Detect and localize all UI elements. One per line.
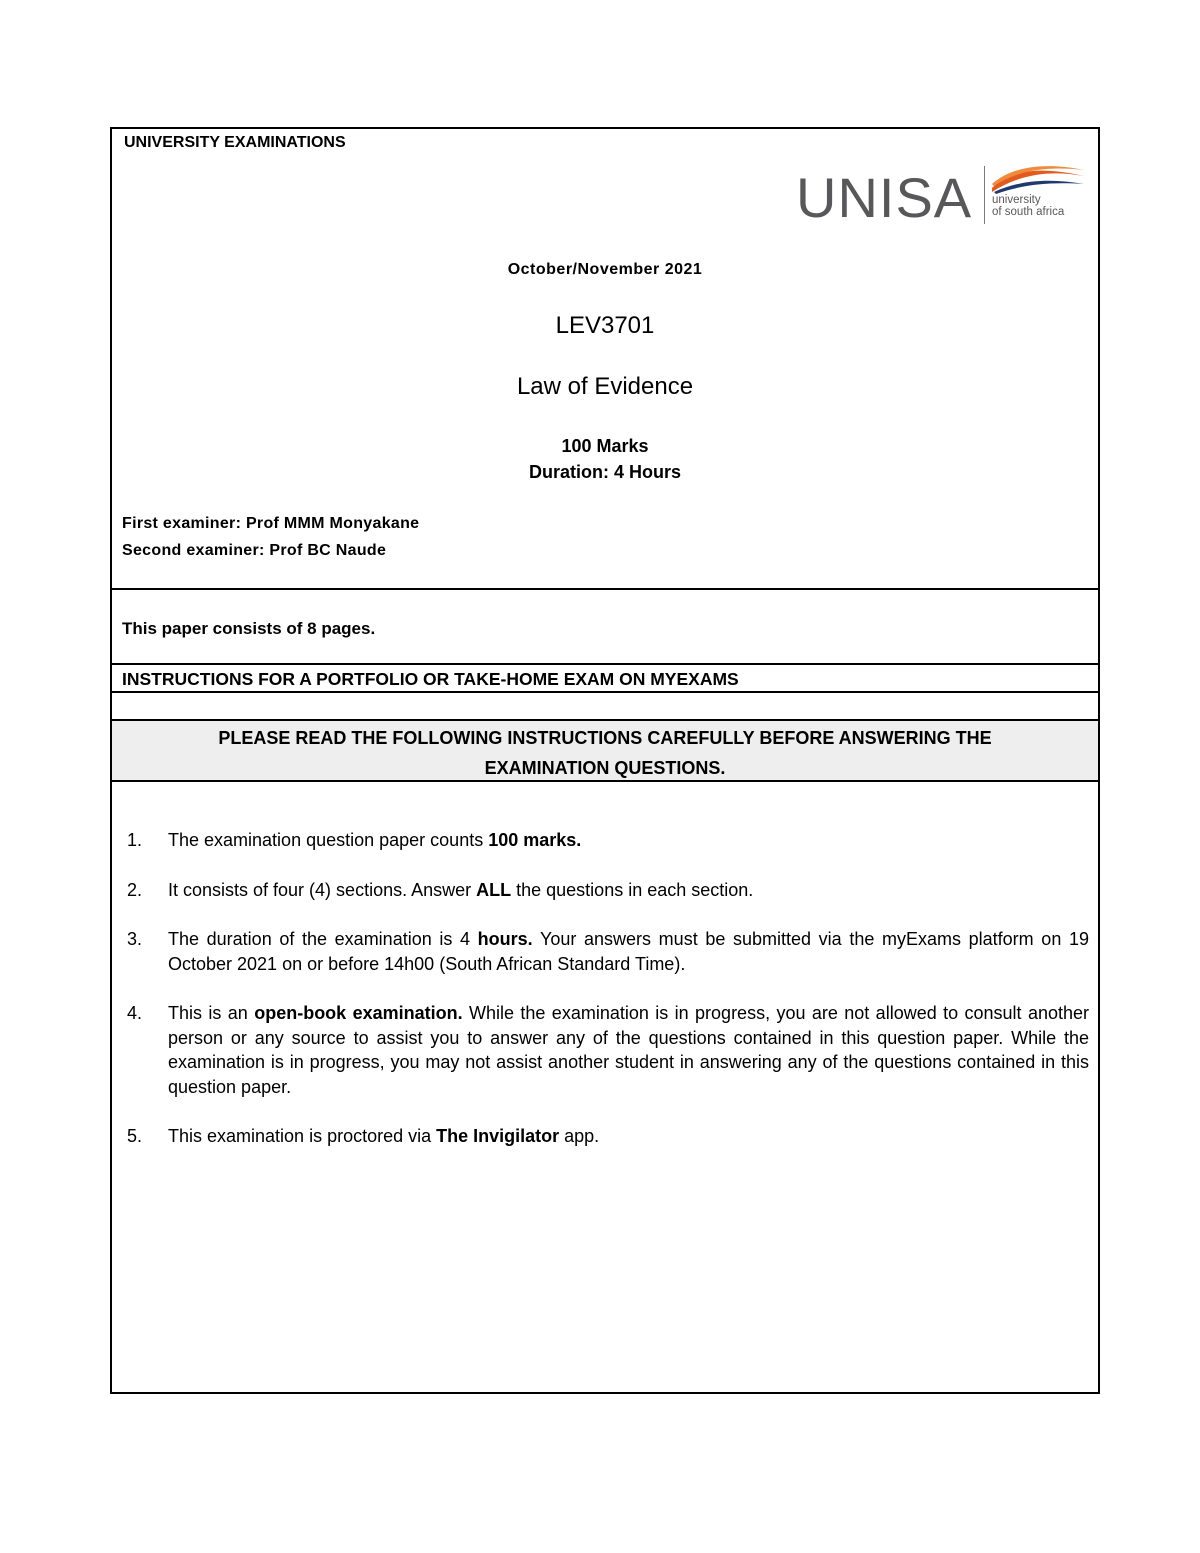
item-number: 5. <box>127 1126 143 1146</box>
logo-subtitle <box>992 194 1064 218</box>
unisa-logo <box>796 162 1086 232</box>
exam-term: October/November 2021 <box>507 261 703 278</box>
item-number: 4. <box>127 1003 143 1023</box>
divider <box>112 691 1098 693</box>
second-examiner: Second examiner: Prof BC Naude <box>122 542 387 559</box>
list-item <box>127 828 1089 853</box>
exam-duration: Duration: 4 Hours <box>528 462 681 482</box>
item-text: It consists of four (4) sections. Answer ALL the questions in each section. <box>168 879 754 900</box>
logo-sub-line2: of south africa <box>992 206 1065 218</box>
total-marks: 100 Marks <box>561 436 649 456</box>
item-text: This is an open-book examination. While the examination is in progress, you are not allowed to consult another person or any source to assist you to answer any of the questions contained in this question paper. While the examination is in progress, you may not assist another student in answering any of the questions contained in this question paper. <box>168 1003 1089 1097</box>
list-item <box>127 1124 1089 1149</box>
item-number: 1. <box>127 830 143 850</box>
notice-line2: EXAMINATION QUESTIONS. <box>484 758 726 778</box>
logo-divider <box>984 166 985 224</box>
list-item <box>127 927 1089 976</box>
instruction-list <box>127 828 1089 1174</box>
course-code: LEV3701 <box>555 312 655 339</box>
first-examiner: First examiner: Prof MMM Monyakane <box>122 515 420 532</box>
instructions-notice <box>112 723 1098 783</box>
header-label: UNIVERSITY EXAMINATIONS <box>124 134 346 151</box>
item-number: 2. <box>127 879 143 900</box>
logo-swoosh-icon <box>990 162 1086 194</box>
item-text: The examination question paper counts 100 marks. <box>168 830 582 850</box>
instructions-title: INSTRUCTIONS FOR A PORTFOLIO OR TAKE-HOME EXAM ON MYEXAMS <box>122 669 739 689</box>
exam-cover-frame <box>110 127 1100 1394</box>
item-text: This examination is proctored via The Invigilator app. <box>168 1126 600 1146</box>
divider <box>112 780 1098 782</box>
list-item <box>127 878 1089 903</box>
logo-sub-line1: university <box>992 194 1041 206</box>
notice-line1: PLEASE READ THE FOLLOWING INSTRUCTIONS CAREFULLY BEFORE ANSWERING THE <box>218 728 992 748</box>
logo-wordmark: UNISA <box>796 166 973 229</box>
item-number: 3. <box>127 929 143 949</box>
pages-note: This paper consists of 8 pages. <box>122 619 376 638</box>
divider <box>112 663 1098 665</box>
course-name: Law of Evidence <box>516 373 694 400</box>
divider <box>112 588 1098 590</box>
item-text: The duration of the examination is 4 hours. Your answers must be submitted via the myExams platform on 19 October 2021 on or before 14h00 (South African Standard Time). <box>168 929 1089 974</box>
list-item <box>127 1001 1089 1099</box>
